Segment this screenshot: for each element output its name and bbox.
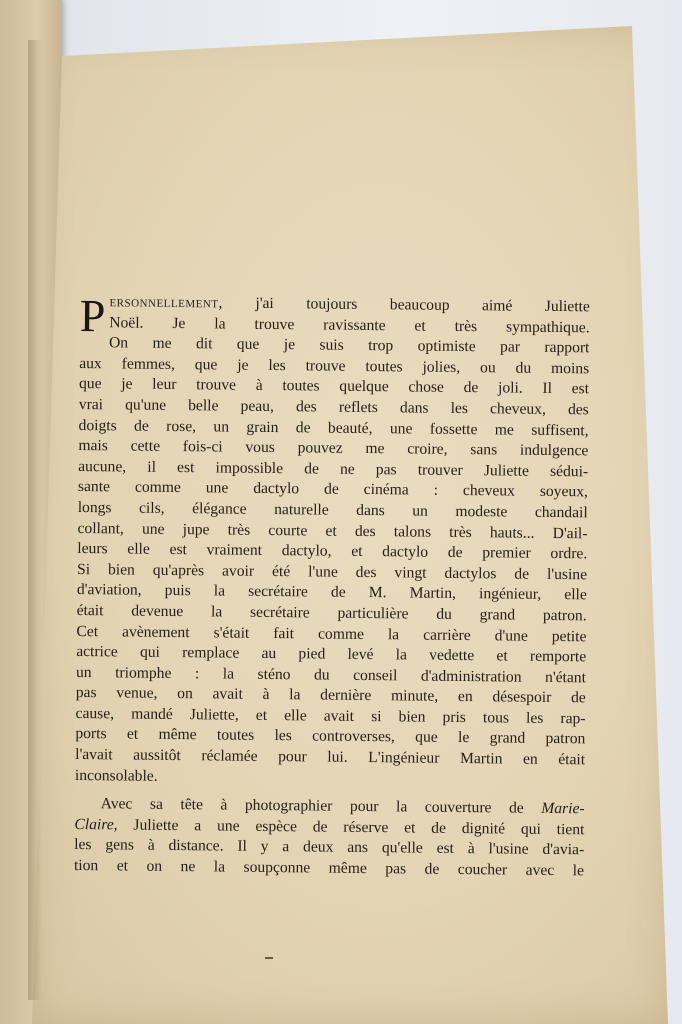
text-line: les gens à distance. Il y a deux ans qu'elle est à l'usine d'avia- — [74, 836, 585, 859]
text-line: l'avait aussitôt réclamée pour lui. L'ingénieur Martin en était — [75, 746, 586, 769]
text-line: d'aviation, puis la secrétaire de M. Martin, ingénieur, elle — [76, 581, 587, 604]
text-line: doigts de rose, un grain de beauté, une fossette me suffisent, — [78, 416, 589, 439]
text-line: inconsolable. — [74, 766, 158, 785]
text-line: Si bien qu'après avoir été l'une des vingt dactylos de l'usine — [77, 560, 588, 584]
text-line: ports et même toutes les controverses, que le grand patron — [75, 725, 586, 748]
page-crease — [28, 40, 42, 1000]
lead-word: ersonnellement, — [109, 293, 224, 312]
text-line: Cet avènement s'était fait comme la carrière d'une petite — [76, 622, 587, 645]
text-line: actrice qui remplace au pied levé la vedette et remporte — [76, 643, 587, 666]
text-line: un triomphe : la sténo du conseil d'administration n'étant — [75, 663, 587, 687]
text-segment: Juliette a une espèce de réserve et de dignité qui tient — [117, 816, 585, 839]
italic-title: Claire, — [74, 815, 118, 834]
text-segment: Avec sa tête à photographier pour la couverture de — [100, 795, 542, 818]
page-mark — [265, 957, 273, 959]
text-line: vrai qu'une belle peau, des reflets dans les cheveux, des — [78, 395, 589, 419]
text-line: On me dit que je suis trop optimiste par rapport — [108, 334, 590, 357]
drop-cap: P — [79, 290, 106, 342]
text-segment: j'ai toujours beaucoup aimé Juliette — [255, 294, 590, 316]
text-line: tion et on ne la soupçonne même pas de coucher avec le — [73, 857, 585, 880]
text-line: longs cils, élégance naturelle dans un modeste chandail — [77, 498, 588, 522]
page-text — [74, 292, 590, 882]
text-line: collant, une jupe très courte et des talons très hauts... D'ail- — [77, 519, 588, 542]
text-line: que je leur trouve à toutes quelque chose de joli. Il est — [78, 375, 590, 398]
text-line: mais cette fois-ci vous pouvez me croire, sans indulgence — [78, 437, 589, 460]
text-line: sante comme une dactylo de cinéma : cheveux soyeux, — [77, 478, 589, 501]
text-line: Noël. Je la trouve ravissante et très sympathique. — [109, 313, 590, 336]
text-line: cause, mandé Juliette, et elle avait si bien pris tous les rap- — [75, 704, 586, 728]
text-line: leurs elle est vraiment dactylo, et dactylo de premier ordre. — [77, 540, 588, 563]
text-line: aux femmes, que je les trouve toutes jolies, ou du moins — [79, 354, 590, 378]
text-line: était devenue la secrétaire particulière du grand patron. — [76, 601, 587, 625]
text-line: aucune, il est impossible de ne pas trouver Juliette sédui- — [78, 457, 589, 481]
text-line: pas venue, on avait à la dernière minute, en désespoir de — [75, 684, 586, 707]
italic-title: Marie- — [541, 800, 585, 818]
